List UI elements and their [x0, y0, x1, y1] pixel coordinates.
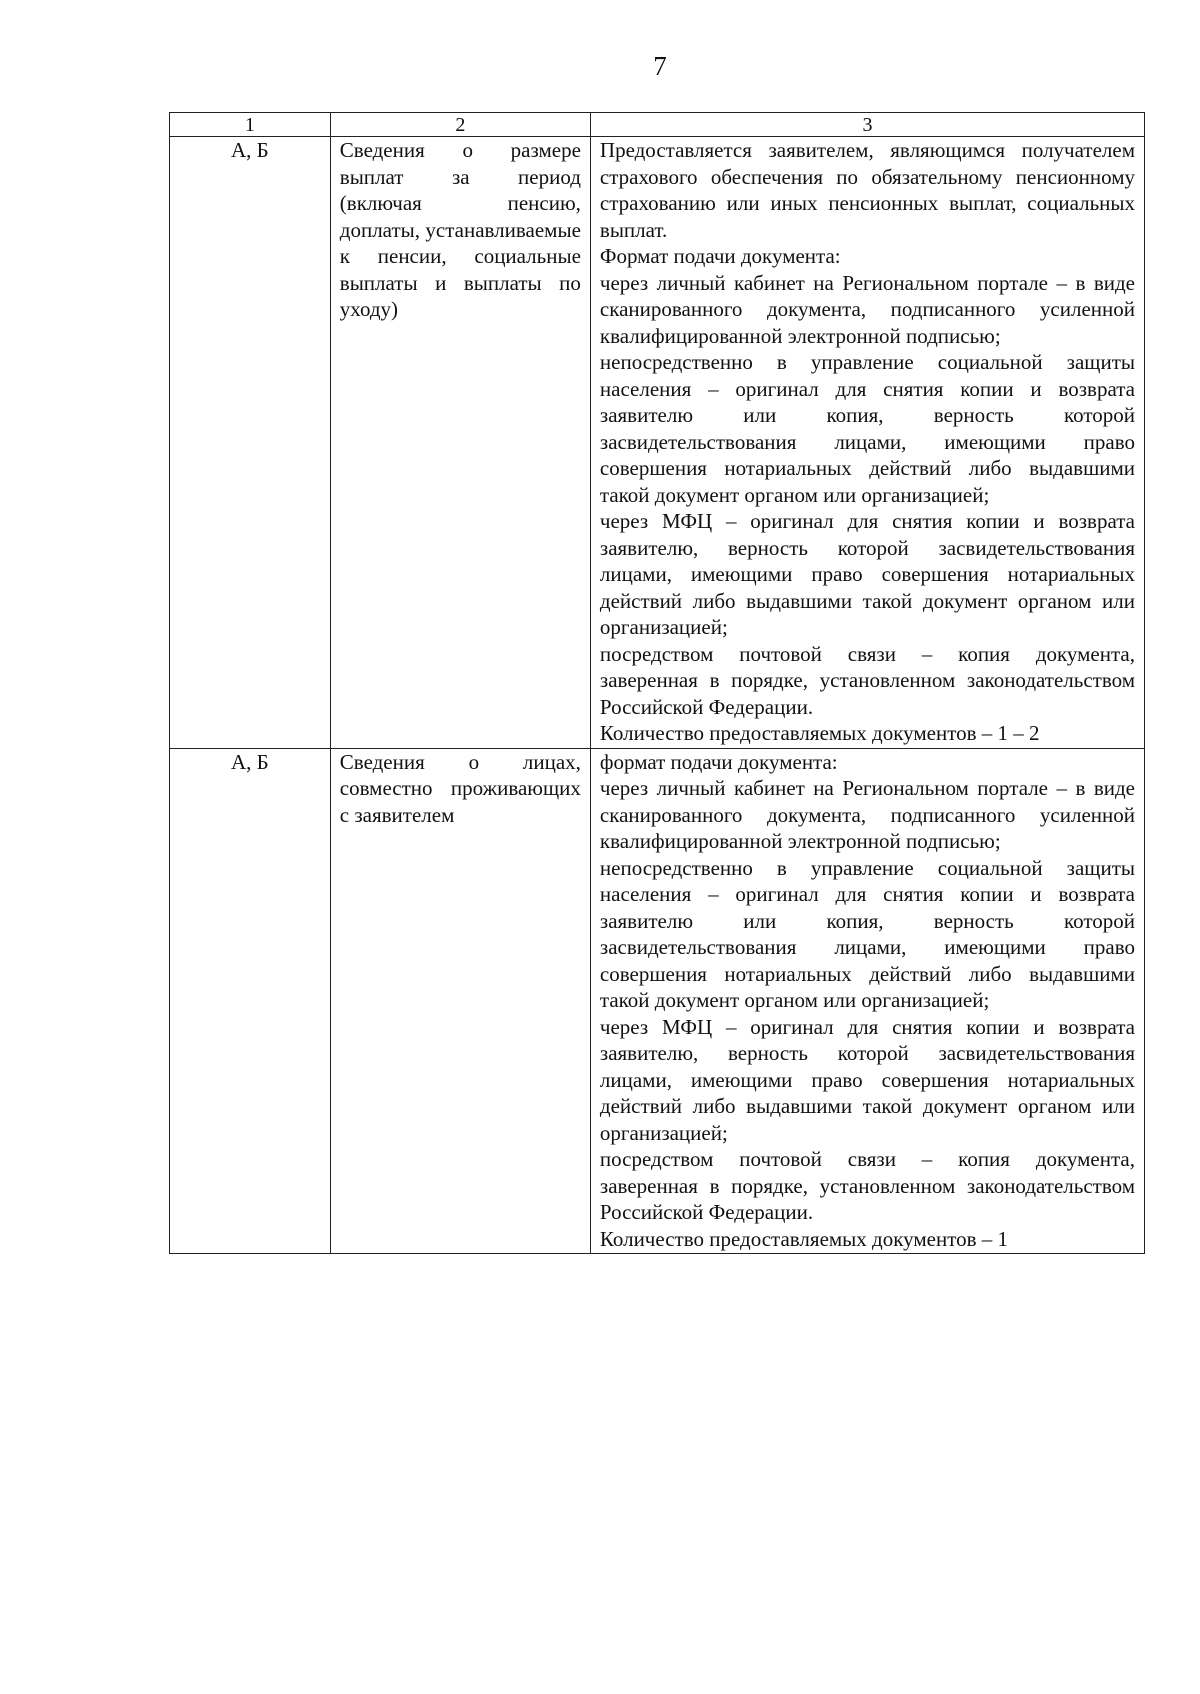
details-paragraph: Предоставляется заявителем, являющимся получателем страхового обеспечения по обязательному пенсионному страхованию или иных пенсионных выплат, социальных выплат. — [599, 138, 1135, 242]
details-paragraph: непосредственно в управление социальной защиты населения – оригинал для снятия копии и возврата заявителю или копия, верность которой засвидетельствования лицами, имеющими право совершения нотариальных действий либо выдавшими такой документ органом или организацией; — [599, 350, 1135, 507]
submission-details-cell — [590, 748, 1144, 1254]
column-number-2: 2 — [330, 113, 590, 137]
page-number: 7 — [653, 51, 667, 81]
details-paragraph: непосредственно в управление социальной защиты населения – оригинал для снятия копии и возврата заявителю или копия, верность которой засвидетельствования лицами, имеющими право совершения нотариальных действий либо выдавшими такой документ органом или организацией; — [599, 855, 1135, 1012]
document-name-cell: Сведения о лицах, совместно проживающих с заявителем — [330, 748, 590, 1254]
details-paragraph: через личный кабинет на Региональном портале – в виде сканированного документа, подписанного усиленной квалифицированной электронной подписью; — [599, 776, 1135, 853]
details-paragraph: через МФЦ – оригинал для снятия копии и возврата заявителю, верность которой засвидетельствования лицами, имеющими право совершения нотариальных действий либо выдавшими такой документ органом или организацией; — [599, 509, 1135, 639]
table-row — [170, 137, 1145, 749]
category-cell: А, Б — [170, 137, 331, 749]
details-paragraph: посредством почтовой связи – копия документа, заверенная в порядке, установленном законодательством Российской Федерации. — [599, 1147, 1135, 1224]
table-header-row — [170, 113, 1145, 137]
details-paragraph: посредством почтовой связи – копия документа, заверенная в порядке, установленном законодательством Российской Федерации. — [599, 641, 1135, 719]
document-name-cell: Сведения о размере выплат за период (включая пенсию, доплаты, устанавливаемые к пенсии, социальные выплаты и выплаты по уходу) — [330, 137, 590, 749]
documents-table — [169, 112, 1145, 1254]
document-count: Количество предоставляемых документов – 1 – 2 — [599, 721, 1040, 745]
details-paragraph: Формат подачи документа: — [599, 244, 841, 268]
details-paragraph: через личный кабинет на Региональном портале – в виде сканированного документа, подписанного усиленной квалифицированной электронной подписью; — [599, 270, 1135, 348]
submission-details-cell — [590, 137, 1144, 749]
table-row — [170, 748, 1145, 1254]
document-count: Количество предоставляемых документов – 1 — [599, 1226, 1009, 1251]
details-paragraph: формат подачи документа: — [599, 749, 838, 774]
column-number-1: 1 — [170, 113, 331, 137]
column-number-3: 3 — [590, 113, 1144, 137]
category-cell: А, Б — [170, 748, 331, 1254]
details-paragraph: через МФЦ – оригинал для снятия копии и возврата заявителю, верность которой засвидетельствования лицами, имеющими право совершения нотариальных действий либо выдавшими такой документ органом или организацией; — [599, 1014, 1135, 1145]
